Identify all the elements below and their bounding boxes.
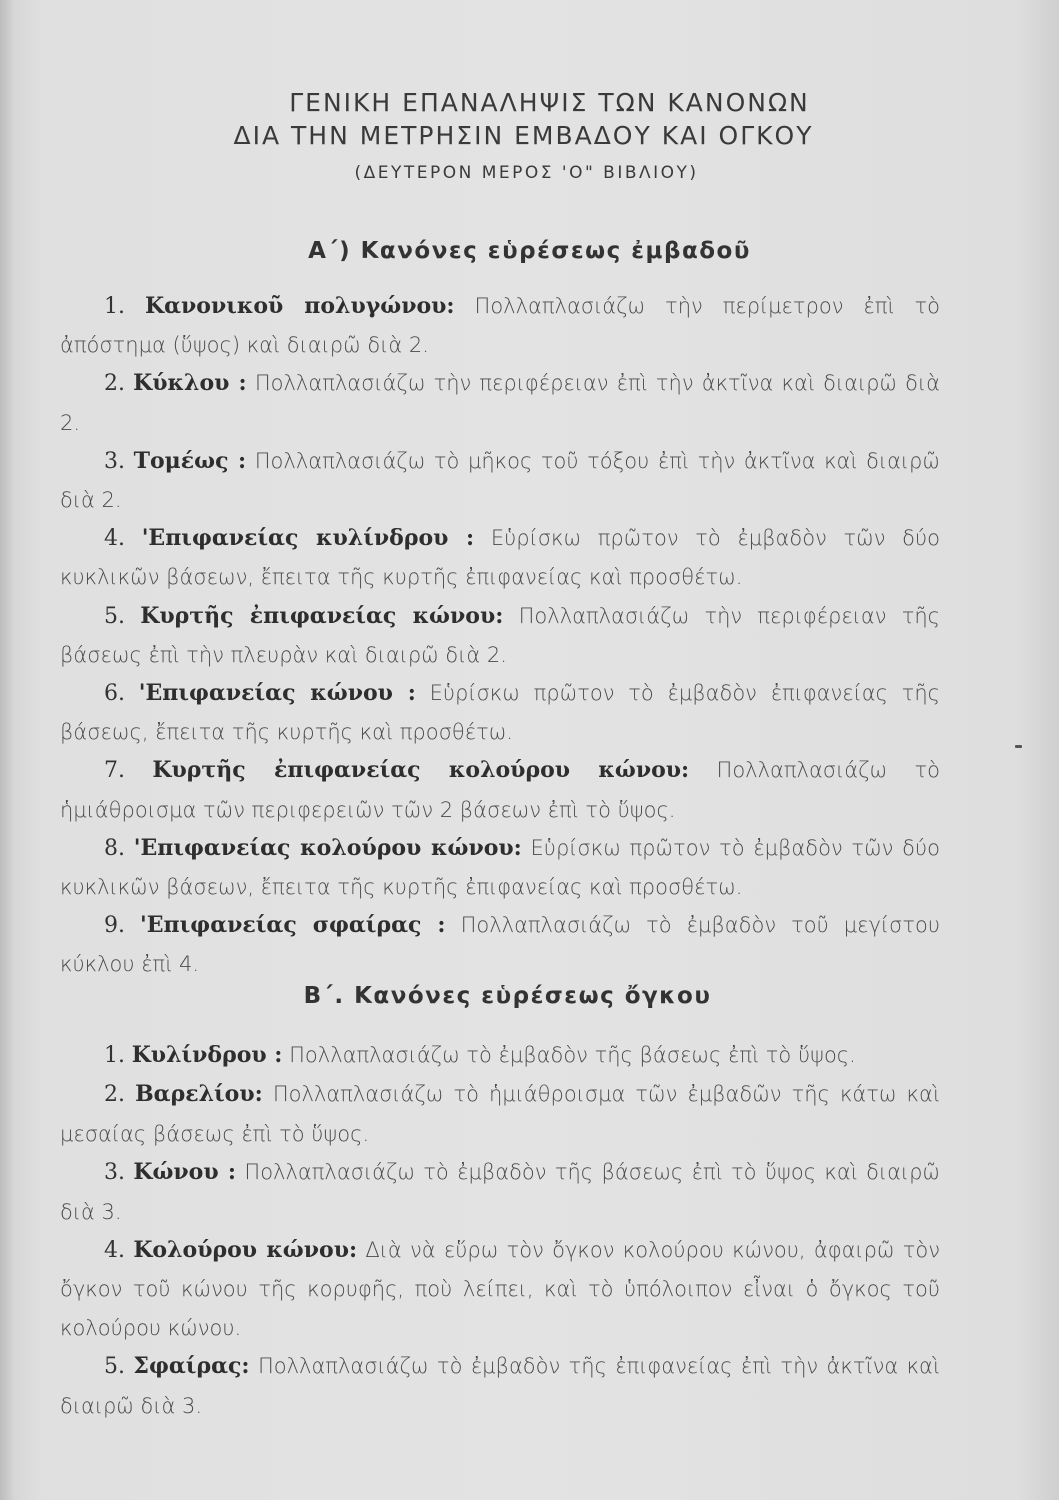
item-label: Βαρελίου: [135,1081,263,1108]
list-item [60,1347,940,1425]
paper-mark [1015,745,1022,748]
item-label: 'Επιφανείας κυλίνδρου : [141,525,475,552]
section-a-list [60,287,940,984]
section-a-title: Α΄) Κανόνες εὑρέσεως ἐμβαδοῦ [308,238,751,264]
item-text: Πολλαπλασιάζω τὸ ἐμβαδὸν τῆς ἐπιφανείας ἐπὶ τὴν ἀκτῖνα καὶ διαιρῶ διὰ 3. [60,1354,940,1418]
item-label: Κυλίνδρου : [131,1042,283,1068]
title-line-1: ΓΕΝΙΚΗ ΕΠΑΝΑΛΗΨΙΣ ΤΩΝ ΚΑΝΟΝΩΝ [289,88,810,117]
item-text: Πολλαπλασιάζω τὸ ἡμιάθροισμα τῶν ἐμβαδῶν τῆς κάτω καὶ μεσαίας βάσεως ἐπὶ τὸ ὕψος. [60,1082,940,1146]
item-label: 'Επιφανείας κώνου : [138,680,416,707]
list-item [60,1075,940,1153]
item-label: Κύκλου : [133,370,247,397]
item-number: 9. [104,913,125,939]
item-text: Πολλαπλασιάζω τὸ ἡμιάθροισμα τῶν περιφερειῶν τῶν 2 βάσεων ἐπὶ τὸ ὕψος. [60,758,940,822]
list-item [60,1153,940,1231]
item-text: Πολλαπλασιάζω τὴν περιφέρειαν ἐπὶ τὴν ἀκτῖνα καὶ διαιρῶ διὰ 2. [60,371,940,435]
item-text: Εὑρίσκω πρῶτον τὸ ἐμβαδὸν τῶν δύο κυκλικῶν βάσεων, ἔπειτα τῆς κυρτῆς ἐπιφανείας καὶ προσθέτω. [60,526,940,590]
list-item [60,1036,940,1075]
item-number: 8. [104,835,125,861]
title-line-2: ΔΙΑ ΤΗΝ ΜΕΤΡΗΣΙΝ ΕΜΒΑΔΟΥ ΚΑΙ ΟΓΚΟΥ [233,121,814,150]
list-item [60,287,940,364]
list-item [60,674,940,751]
item-label: Κυρτῆς ἐπιφανείας κώνου: [140,602,504,629]
item-number: 2. [104,371,125,397]
item-number: 2. [104,1082,125,1108]
section-b-title: Β΄. Κανόνες εὑρέσεως ὄγκου [303,983,712,1009]
item-text: Πολλαπλασιάζω τὸ μῆκος τοῦ τόξου ἐπὶ τὴν ἀκτῖνα καὶ διαιρῶ διὰ 2. [60,448,940,513]
item-number: 4. [104,1238,125,1264]
list-item [60,597,940,674]
item-label: 'Επιφανείας σφαίρας : [140,912,446,939]
item-number: 6. [104,681,125,707]
item-number: 3. [104,1160,125,1186]
list-item [60,829,940,906]
item-text: Πολλαπλασιάζω τὴν περίμετρον ἐπὶ τὸ ἀπόστημα (ὕψος) καὶ διαιρῶ διὰ 2. [60,294,940,358]
item-number: 7. [104,758,125,784]
list-item [60,1231,940,1347]
page-gutter-shadow [0,0,14,1500]
title-subtitle: (ΔΕΥΤΕΡΟΝ ΜΕΡΟΣ 'Ο" ΒΙΒΛΙΟΥ) [354,163,699,183]
item-number: 3. [104,448,125,474]
item-text: Διὰ νὰ εὕρω τὸν ὄγκον κολούρου κώνου, ἀφαιρῶ τὸν ὄγκον τοῦ κώνου τῆς κορυφῆς, ποὺ λείπει, καὶ τὸ ὑπόλοιπον εἶναι ὁ ὄγκος τοῦ κολούρου κώνου. [60,1238,941,1340]
section-b-list [60,1036,940,1425]
item-label: Τομέως : [133,447,247,474]
item-text: Πολλαπλασιάζω τὴν περιφέρειαν τῆς βάσεως ἐπὶ τὴν πλευρὰν καὶ διαιρῶ διὰ 2. [60,603,940,667]
item-number: 5. [104,603,125,629]
list-item [60,751,940,828]
item-label: Κώνου : [133,1159,237,1186]
item-text: Πολλαπλασιάζω τὸ ἐμβαδὸν τῆς βάσεως ἐπὶ τὸ ὕψος. [289,1043,856,1067]
item-label: Σφαίρας: [133,1353,250,1380]
list-item [60,442,940,519]
item-number: 5. [104,1354,125,1380]
item-label: 'Επιφανείας κολούρου κώνου: [133,834,522,861]
item-label: Κολούρου κώνου: [133,1237,358,1264]
item-number: 1. [104,294,125,319]
list-item [60,906,940,983]
item-text: Εὑρίσκω πρῶτον τὸ ἐμβαδὸν ἐπιφανείας τῆς βάσεως, ἔπειτα τῆς κυρτῆς καὶ προσθέτω. [60,681,940,745]
list-item [60,364,940,441]
item-text: Πολλαπλασιάζω τὸ ἐμβαδὸν τῆς βάσεως ἐπὶ τὸ ὕψος καὶ διαιρῶ διὰ 3. [60,1160,940,1224]
list-item [60,519,940,596]
item-label: Κυρτῆς ἐπιφανείας κολούρου κώνου: [152,757,690,784]
item-number: 4. [104,526,125,552]
item-number: 1. [104,1043,125,1068]
item-text: Πολλαπλασιάζω τὸ ἐμβαδὸν τοῦ μεγίστου κύκλου ἐπὶ 4. [60,913,940,977]
item-text: Εὑρίσκω πρῶτον τὸ ἐμβαδὸν τῶν δύο κυκλικῶν βάσεων, ἔπειτα τῆς κυρτῆς ἐπιφανείας καὶ προσθέτω. [60,835,940,900]
item-label: Κανονικοῦ πολυγώνου: [144,293,455,319]
